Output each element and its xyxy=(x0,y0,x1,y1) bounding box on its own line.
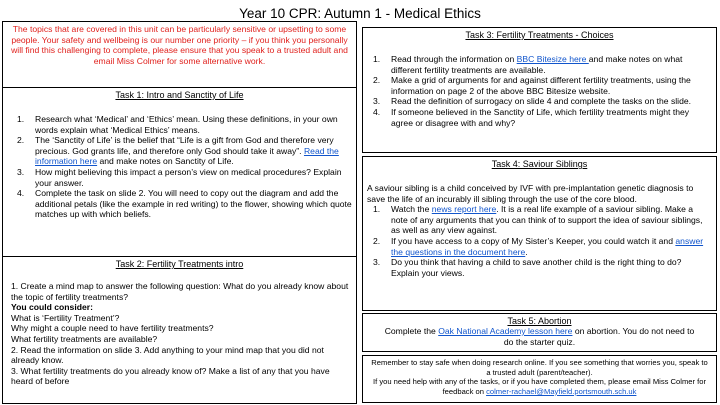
task3-item-3: 3. Read the definition of surrogacy on slide 4 and complete the tasks on the slide. xyxy=(373,96,692,107)
email-link[interactable]: colmer-rachael@Mayfield.portsmouth.sch.uk xyxy=(486,386,637,396)
task2-consider-label: You could consider: xyxy=(11,302,93,313)
task3-heading: Task 3: Fertility Treatments - Choices xyxy=(465,30,614,40)
task5-text: Complete the Oak National Academy lesson here on abortion. You do not need to do the starter quiz. xyxy=(384,326,695,347)
task3-box xyxy=(362,27,717,153)
task2-question-2: Why might a couple need to have fertility treatments? xyxy=(11,323,214,334)
task2-box xyxy=(2,256,357,404)
task5-heading: Task 5: Abortion xyxy=(507,316,572,326)
safety-note xyxy=(362,355,717,403)
task4-box xyxy=(362,156,717,311)
oak-academy-link[interactable]: Oak National Academy lesson here xyxy=(438,326,573,336)
page-title: Year 10 CPR: Autumn 1 - Medical Ethics xyxy=(239,6,481,21)
task4-heading: Task 4: Saviour Siblings xyxy=(491,159,588,169)
task4-intro: A saviour sibling is a child conceived by IVF with pre-implantation genetic diagnosis to save the life of an incurably ill sibling through the use of the core blood. xyxy=(367,183,694,204)
safety-line-2: If you need help with any of the tasks, or if you have completed them, please email Miss Colmer for feedback on colmer-rachael@Mayfield.portsmouth.sch.uk xyxy=(372,377,707,396)
document-questions-link[interactable]: answer the questions in the document here xyxy=(391,235,704,257)
task4-item-2: 2. If you have access to a copy of My Sister’s Keeper, you could watch it and answer the questions in the document here. xyxy=(373,235,704,257)
task1-item-1: 1. Research what ‘Medical’ and ‘Ethics’ mean. Using these definitions, in your own words explain what ‘Medical Ethics’ means. xyxy=(17,114,338,135)
safety-line-1: Remember to stay safe when doing research online. If you see something that worries you, speak to a trusted adult (parent/teacher). xyxy=(371,358,708,377)
news-report-link[interactable]: news report here xyxy=(431,204,497,215)
task3-item-1: 1. Read through the information on BBC Bitesize here and make notes on what different fertility treatments are available. xyxy=(373,54,683,75)
bbc-bitesize-link[interactable]: BBC Bitesize here xyxy=(516,54,589,64)
task2-line2: 2. Read the information on slide 3. Add anything to your mind map that you did not already know. xyxy=(11,344,324,366)
task4-item-1: 1. Watch the news report here. It is a real life example of a saviour sibling. Make a note of any arguments that you can think of to support the idea of saviour siblings, as well as any view against. xyxy=(373,204,703,236)
task4-item-3: 3. Do you think that having a child to save another child is the right thing to do? Explain your views. xyxy=(373,257,682,278)
task2-heading: Task 2: Fertility Treatments intro xyxy=(115,259,244,269)
task2-question-1: What is ‘Fertility Treatment’? xyxy=(11,312,120,323)
task1-item-3: 3. How might believing this impact a person’s view on medical procedures? Explain your answer. xyxy=(17,166,342,188)
task3-item-4: 4. If someone believed in the Sanctity of Life, which fertility treatments might they agree or disagree with and why? xyxy=(373,106,690,128)
task1-heading: Task 1: Intro and Sanctity of Life xyxy=(115,90,244,100)
task1-box xyxy=(2,87,357,257)
task2-line3: 3. What fertility treatments do you already know of? Make a list of any that you have heard of before xyxy=(11,365,330,387)
wellbeing-warning: The topics that are covered in this unit can be particularly sensitive or upsetting to some people. Your safety and wellbeing is our number one priority – if you think you personally will find this challenging to complete, please ensure that you speak to a trusted adult and email Miss Colmer for some alternative work. xyxy=(2,21,357,89)
task1-item-4: 4. Complete the task on slide 2. You will need to copy out the diagram and add the additional petals (like the example in red writing) to the flower, showing which quote matches up with which beliefs. xyxy=(17,188,352,220)
task1-item-2: 2. The ‘Sanctity of Life’ is the belief that “Life is a gift from God and therefore very precious. God grants life, and therefore only God should take it away”. Read the information here and make notes on Sanctity of Life. xyxy=(17,135,339,167)
task2-line1: 1. Create a mind map to answer the following question: What do you already know about the topic of fertility treatments? xyxy=(11,281,349,302)
sanctity-of-life-link[interactable]: Read the information here xyxy=(35,145,339,167)
task3-item-2: 2. Make a grid of arguments for and against different fertility treatments, using the information on page 2 of the above BBC Bitesize website. xyxy=(373,75,691,96)
task5-box xyxy=(362,313,717,352)
task2-question-3: What fertility treatments are available? xyxy=(11,333,158,344)
